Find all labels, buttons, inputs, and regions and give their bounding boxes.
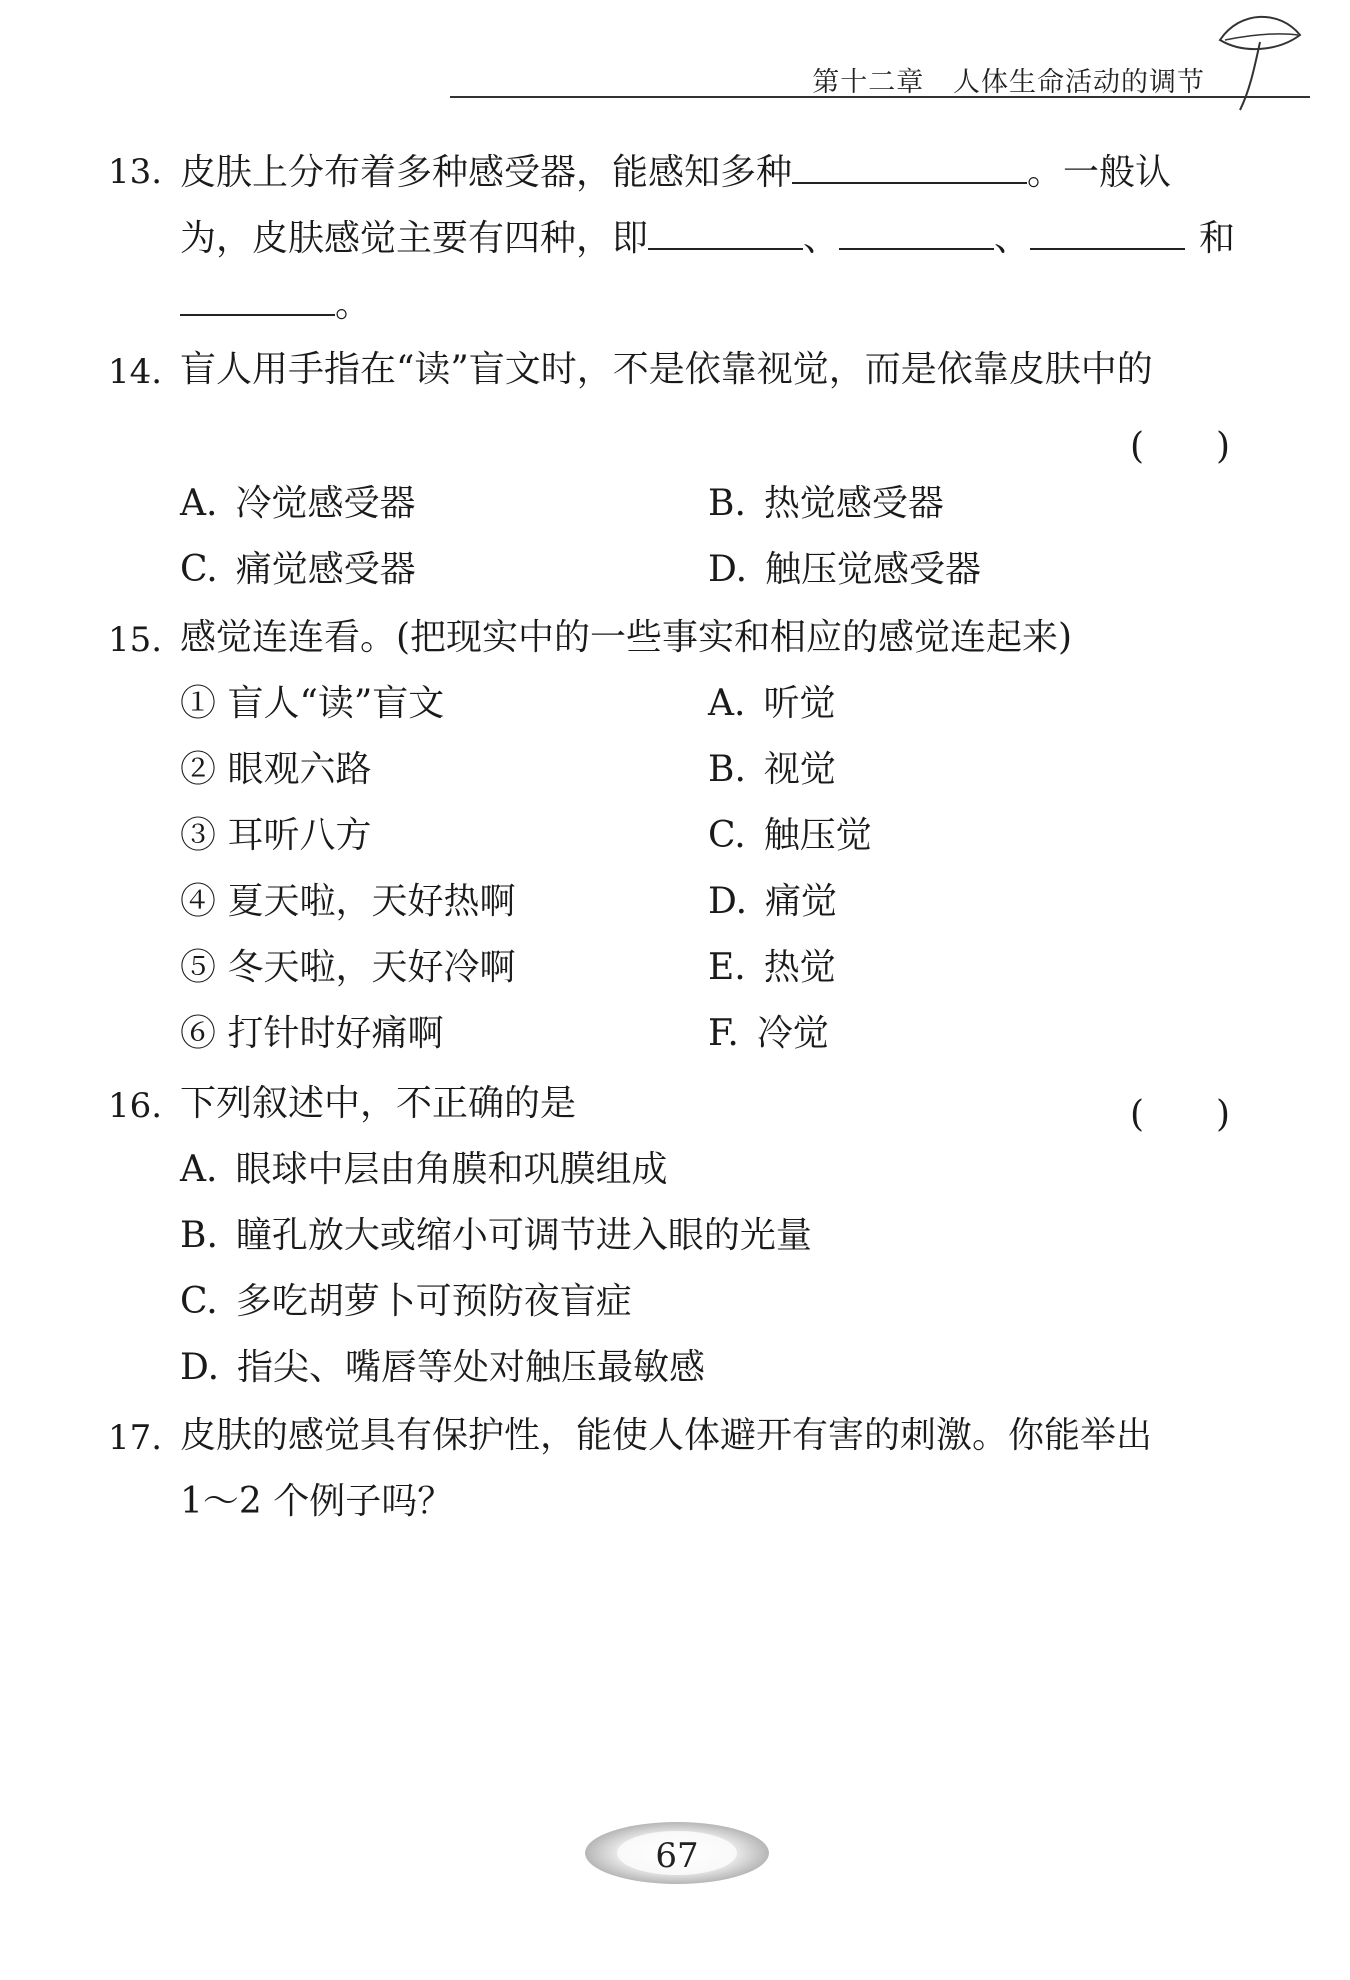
q15-right-item[interactable] xyxy=(708,683,836,724)
q16-text: 下列叙述中，不正确的是 xyxy=(180,1083,577,1124)
q16-option-b xyxy=(180,1215,812,1256)
option-text: 触压觉 xyxy=(763,815,872,856)
q15-number: 15. xyxy=(108,620,163,660)
q15-left-item[interactable]: ① 盲人“读”盲文 xyxy=(180,683,445,724)
option-text: 热觉 xyxy=(763,947,836,988)
q15-left-item[interactable]: ③ 耳听八方 xyxy=(180,815,372,856)
q14-number: 14. xyxy=(108,352,163,392)
option-label: C. xyxy=(180,1281,218,1322)
q16-option-a xyxy=(180,1149,668,1190)
page-number: 67 xyxy=(655,1836,699,1876)
option-label: A. xyxy=(708,683,746,724)
q13-text-a: 皮肤上分布着多种感受器，能感知多种 xyxy=(180,152,793,193)
option-text: 多吃胡萝卜可预防夜盲症 xyxy=(235,1281,632,1322)
q13-line3 xyxy=(180,284,371,323)
q15-left-item[interactable]: ② 眼观六路 xyxy=(180,749,372,790)
q14-answer-bracket[interactable]: ( ) xyxy=(1130,426,1231,467)
option-label: A. xyxy=(180,483,218,524)
q15-left-item[interactable]: ⑤ 冬天啦，天好冷啊 xyxy=(180,947,516,988)
q14-option-c xyxy=(180,549,416,590)
q15-right-item[interactable] xyxy=(708,1013,829,1054)
q15-left-item[interactable]: ④ 夏天啦，天好热啊 xyxy=(180,881,516,922)
option-label: C. xyxy=(180,549,218,590)
q17-line1: 皮肤的感觉具有保护性，能使人体避开有害的刺激。你能举出 xyxy=(180,1415,1153,1456)
q13-sep-2: 、 xyxy=(994,218,1031,259)
q14-option-d xyxy=(708,549,982,590)
option-text: 触压觉感受器 xyxy=(765,549,982,590)
option-label: D. xyxy=(180,1347,220,1388)
option-label: B. xyxy=(708,749,746,790)
option-label: B. xyxy=(708,483,746,524)
q13-blank-4[interactable] xyxy=(1030,218,1185,250)
q17-number: 17. xyxy=(108,1418,163,1458)
chapter-title: 第十二章 人体生命活动的调节 xyxy=(812,67,1205,98)
q15-right-item[interactable] xyxy=(708,815,872,856)
q16-option-c xyxy=(180,1281,632,1322)
q15-left-item[interactable]: ⑥ 打针时好痛啊 xyxy=(180,1013,444,1054)
option-label: C. xyxy=(708,815,746,856)
q14-option-b xyxy=(708,483,944,524)
q13-number: 13. xyxy=(108,152,163,192)
q16-option-d xyxy=(180,1347,706,1388)
q14-text: 盲人用手指在“读”盲文时，不是依靠视觉，而是依靠皮肤中的 xyxy=(180,349,1153,390)
q13-blank-1[interactable] xyxy=(792,152,1027,184)
q17-line2: 1～2 个例子吗？ xyxy=(180,1481,454,1522)
q16-number: 16. xyxy=(108,1086,163,1126)
q13-and: 和 xyxy=(1199,218,1236,259)
q15-text: 感觉连连看。(把现实中的一些事实和相应的感觉连起来) xyxy=(180,617,1073,658)
q13-end: 。 xyxy=(335,284,372,325)
q15-right-item[interactable] xyxy=(708,881,838,922)
option-label: E. xyxy=(708,947,746,988)
option-text: 视觉 xyxy=(763,749,836,790)
q13-blank-3[interactable] xyxy=(839,218,994,250)
q15-right-item[interactable] xyxy=(708,749,836,790)
option-label: D. xyxy=(708,549,748,590)
option-text: 热觉感受器 xyxy=(763,483,944,524)
q13-blank-2[interactable] xyxy=(648,218,803,250)
leaf-decoration-icon xyxy=(1200,10,1310,120)
option-text: 眼球中层由角膜和巩膜组成 xyxy=(235,1149,668,1190)
q13-text-c: 为，皮肤感觉主要有四种，即 xyxy=(180,218,649,259)
option-text: 指尖、嘴唇等处对触压最敏感 xyxy=(237,1347,706,1388)
q13-line2 xyxy=(180,218,1235,257)
option-label: D. xyxy=(708,881,748,922)
option-text: 冷觉 xyxy=(756,1013,829,1054)
q13-sep-1: 、 xyxy=(803,218,840,259)
q14-option-a xyxy=(180,483,416,524)
q13-line1 xyxy=(180,152,1171,191)
q13-text-b: 。一般认 xyxy=(1027,152,1172,193)
option-text: 痛觉 xyxy=(765,881,838,922)
option-text: 瞳孔放大或缩小可调节进入眼的光量 xyxy=(235,1215,812,1256)
option-text: 听觉 xyxy=(763,683,836,724)
option-text: 冷觉感受器 xyxy=(235,483,416,524)
q13-blank-5[interactable] xyxy=(180,284,335,316)
option-label: B. xyxy=(180,1215,218,1256)
q16-answer-bracket[interactable]: ( ) xyxy=(1130,1094,1231,1135)
q15-right-item[interactable] xyxy=(708,947,836,988)
option-text: 痛觉感受器 xyxy=(235,549,416,590)
page-header xyxy=(450,40,1310,98)
option-label: A. xyxy=(180,1149,218,1190)
option-label: F. xyxy=(708,1013,739,1054)
